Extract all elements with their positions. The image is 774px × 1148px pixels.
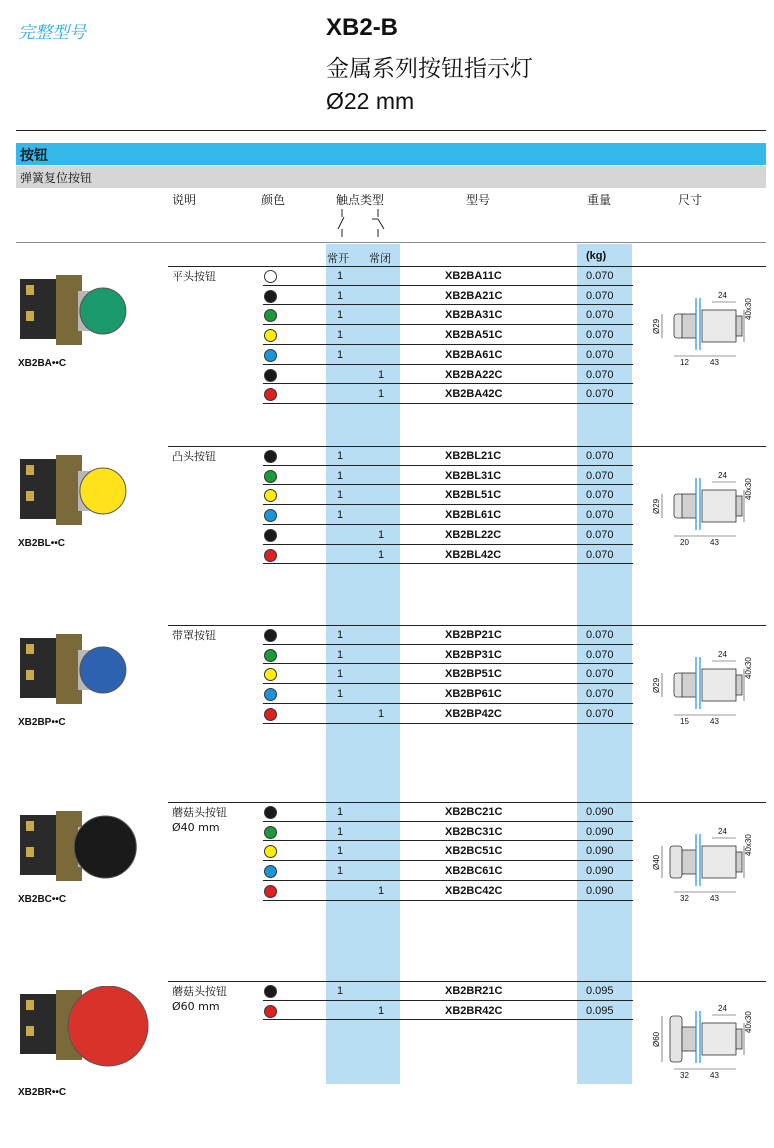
dim-diameter: Ø40 bbox=[652, 854, 661, 870]
weight-value: 0.090 bbox=[586, 865, 614, 878]
weight-value: 0.070 bbox=[586, 450, 614, 462]
group-divider bbox=[168, 981, 766, 982]
model-number: XB2BL42C bbox=[445, 548, 502, 561]
color-dot-icon bbox=[264, 649, 277, 662]
contact-nc-count: 1 bbox=[378, 884, 385, 897]
weight-value: 0.070 bbox=[586, 309, 614, 322]
col-header-weight: 重量 bbox=[587, 193, 612, 207]
model-number: XB2BP61C bbox=[445, 688, 502, 701]
model-number: XB2BL51C bbox=[445, 489, 502, 502]
color-dot-icon bbox=[264, 369, 277, 382]
col-header-contact: 触点类型 bbox=[336, 193, 385, 207]
series-label: 完整型号 bbox=[18, 23, 86, 43]
contact-symbol-icon bbox=[330, 207, 390, 239]
model-number: XB2BR21C bbox=[445, 985, 503, 997]
weight-value: 0.070 bbox=[586, 348, 614, 361]
group-description: 蘑菇头按钮 bbox=[172, 806, 227, 819]
page-title: XB2-B bbox=[326, 14, 399, 41]
row-divider bbox=[263, 364, 633, 365]
dim-width-head: 15 bbox=[680, 717, 689, 726]
dim-width-total: 43 bbox=[710, 894, 719, 903]
product-photo bbox=[16, 630, 156, 720]
color-dot-icon bbox=[264, 529, 277, 542]
col-header-model: 型号 bbox=[466, 193, 491, 207]
row-divider bbox=[263, 285, 633, 286]
dim-width-head: 12 bbox=[680, 358, 689, 367]
row-divider bbox=[263, 324, 633, 325]
model-number: XB2BC42C bbox=[445, 884, 503, 897]
model-number: XB2BC61C bbox=[445, 865, 503, 878]
dim-diameter: Ø29 bbox=[652, 677, 661, 693]
row-divider bbox=[263, 880, 633, 881]
subheader-no: 常开 bbox=[327, 252, 349, 265]
color-dot-icon bbox=[264, 688, 277, 701]
dim-diameter: Ø29 bbox=[652, 498, 661, 514]
color-dot-icon bbox=[264, 985, 277, 998]
dim-diameter: Ø29 bbox=[652, 318, 661, 334]
row-divider bbox=[263, 563, 633, 564]
row-divider bbox=[263, 484, 633, 485]
weight-value: 0.070 bbox=[586, 270, 614, 282]
group-description: 凸头按钮 bbox=[172, 450, 216, 463]
model-number: XB2BP51C bbox=[445, 668, 502, 681]
product-photo bbox=[16, 807, 156, 897]
category-bar: 按钮 bbox=[16, 143, 766, 165]
model-number: XB2BR42C bbox=[445, 1004, 503, 1017]
weight-value: 0.090 bbox=[586, 825, 614, 838]
header-divider bbox=[16, 130, 766, 131]
color-dot-icon bbox=[264, 708, 277, 721]
model-number: XB2BP31C bbox=[445, 648, 502, 661]
header-rule bbox=[16, 242, 766, 243]
weight-value: 0.070 bbox=[586, 489, 614, 502]
dim-height: 40x30 bbox=[744, 834, 753, 856]
group-description: 带罩按钮 bbox=[172, 629, 216, 642]
row-divider bbox=[263, 1000, 633, 1001]
color-dot-icon bbox=[264, 845, 277, 858]
dim-width-total: 43 bbox=[710, 538, 719, 547]
product-ref-code: XB2BA••C bbox=[18, 358, 67, 369]
dimension-drawing bbox=[652, 999, 756, 1079]
contact-no-count: 1 bbox=[337, 509, 344, 522]
contact-no-count: 1 bbox=[337, 985, 344, 997]
model-number: XB2BL31C bbox=[445, 469, 502, 482]
model-number: XB2BP42C bbox=[445, 707, 502, 720]
row-divider bbox=[263, 644, 633, 645]
model-number: XB2BA22C bbox=[445, 368, 503, 381]
weight-value: 0.070 bbox=[586, 707, 614, 720]
dim-width-total: 43 bbox=[710, 358, 719, 367]
model-number: XB2BL22C bbox=[445, 528, 502, 541]
model-number: XB2BC21C bbox=[445, 806, 503, 818]
product-ref-code: XB2BL••C bbox=[18, 538, 66, 549]
group-description-size: Ø60 mm bbox=[172, 1000, 220, 1013]
dim-width-body: 24 bbox=[718, 1004, 727, 1013]
row-divider bbox=[263, 465, 633, 466]
weight-value: 0.090 bbox=[586, 845, 614, 858]
product-size: Ø22 mm bbox=[326, 88, 415, 114]
color-dot-icon bbox=[264, 509, 277, 522]
model-number: XB2BC31C bbox=[445, 825, 503, 838]
row-divider bbox=[263, 723, 633, 724]
contact-no-count: 1 bbox=[337, 329, 344, 342]
contact-no-count: 1 bbox=[337, 648, 344, 661]
contact-no-count: 1 bbox=[337, 825, 344, 838]
weight-value: 0.070 bbox=[586, 388, 614, 401]
weight-value: 0.070 bbox=[586, 528, 614, 541]
product-ref-code: XB2BR••C bbox=[18, 1087, 67, 1098]
contact-nc-count: 1 bbox=[378, 707, 385, 720]
row-divider bbox=[263, 504, 633, 505]
product-photo bbox=[16, 451, 156, 541]
row-divider bbox=[263, 344, 633, 345]
product-name: 金属系列按钮指示灯 bbox=[326, 56, 533, 82]
color-dot-icon bbox=[264, 349, 277, 362]
product-ref-code: XB2BC••C bbox=[18, 894, 67, 905]
row-divider bbox=[263, 1019, 633, 1020]
weight-value: 0.070 bbox=[586, 548, 614, 561]
row-divider bbox=[263, 683, 633, 684]
contact-no-count: 1 bbox=[337, 806, 344, 818]
col-header-dims: 尺寸 bbox=[678, 193, 703, 207]
dim-height: 40x30 bbox=[744, 657, 753, 679]
dim-height: 40x30 bbox=[744, 1011, 753, 1033]
dim-width-body: 24 bbox=[718, 291, 727, 300]
color-dot-icon bbox=[264, 388, 277, 401]
model-number: XB2BA11C bbox=[445, 270, 502, 282]
weight-value: 0.070 bbox=[586, 469, 614, 482]
weight-value: 0.070 bbox=[586, 688, 614, 701]
contact-no-count: 1 bbox=[337, 489, 344, 502]
dim-width-head: 20 bbox=[680, 538, 689, 547]
color-dot-icon bbox=[264, 290, 277, 303]
product-ref-code: XB2BP••C bbox=[18, 717, 66, 728]
color-dot-icon bbox=[264, 270, 277, 283]
dim-height: 40x30 bbox=[744, 298, 753, 320]
contact-no-count: 1 bbox=[337, 668, 344, 681]
row-divider bbox=[263, 840, 633, 841]
dimension-drawing bbox=[652, 466, 756, 546]
dim-width-body: 24 bbox=[718, 650, 727, 659]
contact-no-count: 1 bbox=[337, 348, 344, 361]
product-photo bbox=[16, 986, 156, 1076]
weight-value: 0.070 bbox=[586, 629, 614, 641]
weight-value: 0.070 bbox=[586, 329, 614, 342]
contact-nc-count: 1 bbox=[378, 368, 385, 381]
row-divider bbox=[263, 403, 633, 404]
subcategory-bar: 弹簧复位按钮 bbox=[16, 166, 766, 188]
color-dot-icon bbox=[264, 549, 277, 562]
model-number: XB2BA61C bbox=[445, 348, 503, 361]
contact-no-count: 1 bbox=[337, 845, 344, 858]
group-description-size: Ø40 mm bbox=[172, 821, 220, 834]
row-divider bbox=[263, 821, 633, 822]
color-dot-icon bbox=[264, 450, 277, 463]
color-dot-icon bbox=[264, 826, 277, 839]
contact-nc-count: 1 bbox=[378, 528, 385, 541]
weight-value: 0.070 bbox=[586, 509, 614, 522]
row-divider bbox=[263, 524, 633, 525]
group-divider bbox=[168, 446, 766, 447]
color-dot-icon bbox=[264, 668, 277, 681]
dim-width-total: 43 bbox=[710, 717, 719, 726]
product-photo bbox=[16, 271, 156, 361]
dimension-drawing bbox=[652, 286, 756, 366]
row-divider bbox=[263, 860, 633, 861]
dim-width-body: 24 bbox=[718, 471, 727, 480]
contact-no-count: 1 bbox=[337, 270, 344, 282]
dim-width-head: 32 bbox=[680, 1071, 689, 1080]
dim-diameter: Ø60 bbox=[652, 1031, 661, 1047]
color-dot-icon bbox=[264, 329, 277, 342]
contact-no-count: 1 bbox=[337, 629, 344, 641]
col-header-desc: 说明 bbox=[172, 193, 197, 207]
contact-nc-count: 1 bbox=[378, 548, 385, 561]
weight-value: 0.070 bbox=[586, 668, 614, 681]
row-divider bbox=[263, 900, 633, 901]
model-number: XB2BP21C bbox=[445, 629, 502, 641]
group-divider bbox=[168, 266, 766, 267]
contact-no-count: 1 bbox=[337, 309, 344, 322]
weight-value: 0.070 bbox=[586, 368, 614, 381]
subheader-nc: 常闭 bbox=[369, 252, 391, 265]
color-dot-icon bbox=[264, 309, 277, 322]
weight-value: 0.070 bbox=[586, 648, 614, 661]
color-dot-icon bbox=[264, 629, 277, 642]
color-dot-icon bbox=[264, 1005, 277, 1018]
model-number: XB2BL61C bbox=[445, 509, 502, 522]
contact-no-count: 1 bbox=[337, 865, 344, 878]
dimension-drawing bbox=[652, 645, 756, 725]
weight-value: 0.095 bbox=[586, 1004, 614, 1017]
col-header-color: 颜色 bbox=[261, 193, 286, 207]
model-number: XB2BA42C bbox=[445, 388, 503, 401]
weight-value: 0.090 bbox=[586, 884, 614, 897]
row-divider bbox=[263, 544, 633, 545]
dim-width-total: 43 bbox=[710, 1071, 719, 1080]
contact-no-count: 1 bbox=[337, 688, 344, 701]
row-divider bbox=[263, 383, 633, 384]
group-divider bbox=[168, 625, 766, 626]
dim-height: 40x30 bbox=[744, 478, 753, 500]
dim-width-head: 32 bbox=[680, 894, 689, 903]
model-number: XB2BA21C bbox=[445, 289, 503, 302]
contact-no-count: 1 bbox=[337, 289, 344, 302]
weight-value: 0.095 bbox=[586, 985, 614, 997]
model-number: XB2BL21C bbox=[445, 450, 502, 462]
group-description: 平头按钮 bbox=[172, 270, 216, 283]
model-number: XB2BA31C bbox=[445, 309, 503, 322]
group-description: 蘑菇头按钮 bbox=[172, 985, 227, 998]
row-divider bbox=[263, 703, 633, 704]
weight-value: 0.090 bbox=[586, 806, 614, 818]
weight-unit: (kg) bbox=[586, 250, 607, 262]
color-dot-icon bbox=[264, 885, 277, 898]
dimension-drawing bbox=[652, 822, 756, 902]
color-dot-icon bbox=[264, 865, 277, 878]
model-number: XB2BA51C bbox=[445, 329, 503, 342]
color-dot-icon bbox=[264, 806, 277, 819]
dim-width-body: 24 bbox=[718, 827, 727, 836]
contact-nc-count: 1 bbox=[378, 1004, 385, 1017]
group-divider bbox=[168, 802, 766, 803]
row-divider bbox=[263, 304, 633, 305]
model-number: XB2BC51C bbox=[445, 845, 503, 858]
contact-no-count: 1 bbox=[337, 450, 344, 462]
contact-nc-count: 1 bbox=[378, 388, 385, 401]
contact-no-count: 1 bbox=[337, 469, 344, 482]
row-divider bbox=[263, 663, 633, 664]
weight-value: 0.070 bbox=[586, 289, 614, 302]
color-dot-icon bbox=[264, 470, 277, 483]
color-dot-icon bbox=[264, 489, 277, 502]
